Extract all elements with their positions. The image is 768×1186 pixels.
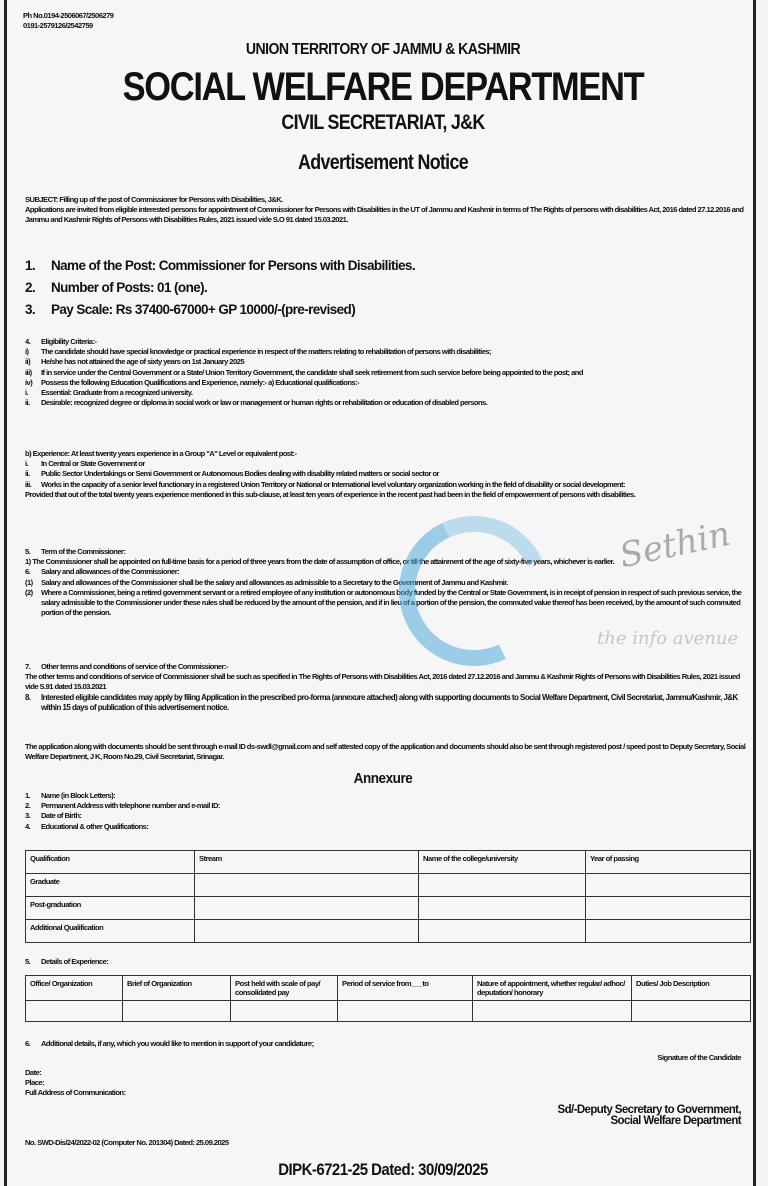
- list-item: i) The candidate should have special knowledge or practical experience in respect of the matters relating to rehabilitation of persons with disabilities;: [25, 347, 492, 357]
- list-item: ii) He/she has not attained the age of sixty years on 1st January 2025: [25, 357, 244, 367]
- table-row: Graduate: [26, 874, 751, 897]
- term-salary-section: [25, 547, 749, 618]
- other-terms-text: The other terms and conditions of service of Commissioner shall be such as specified in The Rights of Persons with Disabilities Act, 2016 dated 27.12.2016 and Jammu & Kashmir Rights of Persons with Disabilities Rules, 2021 issued vide S.91 dated 15.03.2021: [25, 672, 740, 692]
- college-cell[interactable]: [419, 897, 586, 920]
- table-header-row: Office/ Organization Brief of Organization Post held with scale of pay/ consolidated pay Period of service from___to Nature of appointment, whether regular/ adhoc/ deputation/ honorary Duties/ Job Description: [26, 976, 751, 1001]
- list-item: i. In Central or State Government or: [25, 459, 145, 469]
- signatory-block: Sd/-Deputy Secretary to Government, Social Welfare Department: [557, 1104, 741, 1127]
- form-field-label: 4. Educational & other Qualifications:: [25, 821, 149, 831]
- other-terms-section: [25, 662, 749, 713]
- term-text: 1) The Commissioner shall be appointed on full-time basis for a period of three years from the date of assumption of office, or till the attainment of the age of sixty-five years, whichever is earlier.: [25, 557, 615, 567]
- advertisement-page: [4, 0, 756, 1186]
- eligibility-section: [25, 337, 749, 408]
- key-points: [25, 255, 585, 321]
- submission-instructions: The application along with documents should be sent through e-mail ID ds-swdl@gmail.com and self attested copy of the application and documents should also be sent through registered post / speed post to Deputy Secretary, Social Welfare Department, J K, Room No.29, Civil Secretariat, Srinagar.: [25, 742, 746, 762]
- form-field-label: 2. Permanent Address with telephone number and e-mail ID:: [25, 801, 220, 811]
- section-heading: 4. Eligibility Criteria:-: [25, 337, 97, 346]
- stream-cell[interactable]: [195, 897, 419, 920]
- how-to-apply: 8. Interested eligible candidates may apply by filing Application in the prescribed pro-forma (annexure attached) along with supporting documents to Social Welfare Department, Civil Secretariat, Jammu/Kashmir, J&K within 15 days of publication of this advertisement notice.: [25, 692, 738, 712]
- list-item: iv) Possess the following Education Qualifications and Experience, namely:- a) Educational qualifications:-: [25, 377, 360, 387]
- watermark-subtext: the info avenue: [597, 628, 739, 649]
- stream-cell[interactable]: [195, 874, 419, 897]
- subject-body: Applications are invited from eligible interested persons for appointment of Commissioner for Persons with Disabilities in the UT of Jammu and Kashmir in terms of The Rights of persons with disabilities Act, 2016 dated 27.12.2016 and Jammu and Kashmir Rights of Persons with Disabilities Rules, 2021 issued vide S.O 91 dated 15.03.2021.: [25, 205, 744, 225]
- form-field-label: 1. Name (in Block Letters):: [25, 791, 116, 800]
- section-heading: b) Experience: At least twenty years experience in a Group "A" Level or equivalent post:-: [25, 449, 297, 458]
- list-item: ii. Public Sector Undertakings or Semi Government or Autonomous Bodies dealing with disability related matters or social sector or: [25, 469, 439, 479]
- list-item: (1) Salary and allowances of the Commissioner shall be the salary and allowances as admissible to a Secretary to the Government of Jammu and Kashmir.: [25, 577, 508, 587]
- table-row: Post-graduation: [26, 897, 751, 920]
- key-point-post: 1. Name of the Post: Commissioner for Persons with Disabilities.: [25, 258, 415, 273]
- notice-title: Advertisement Notice: [298, 151, 468, 174]
- address-label: Full Address of Communication:: [25, 1088, 126, 1098]
- annexure-title: Annexure: [353, 770, 413, 787]
- section-heading: 6. Salary and allowances of the Commissioner:: [25, 567, 180, 577]
- list-item: iii. Works in the capacity of a senior level functionary in a registered Union Territory or National or International level voluntary organization working in the field of disability or social development:: [25, 479, 625, 489]
- table-row: [26, 1001, 751, 1022]
- annexure-fields: [25, 791, 749, 832]
- form-field-label: 3. Date of Birth:: [25, 811, 82, 821]
- date-place-address: [25, 1068, 749, 1099]
- table-row: Additional Qualification: [26, 920, 751, 943]
- year-cell[interactable]: [586, 897, 751, 920]
- dipk-number: DIPK-6721-25 Dated: 30/09/2025: [278, 1160, 488, 1179]
- key-point-posts-count: 2. Number of Posts: 01 (one).: [25, 280, 208, 295]
- year-cell[interactable]: [586, 920, 751, 943]
- table-header-row: Qualification Stream Name of the college/university Year of passing: [26, 851, 751, 874]
- watermark-signature: Sethin: [616, 513, 734, 577]
- key-point-pay-scale: 3. Pay Scale: Rs 37400-67000+ GP 10000/-(pre-revised): [25, 302, 356, 317]
- department-title: SOCIAL WELFARE DEPARTMENT: [122, 65, 644, 109]
- experience-details-heading: 5. Details of Experience:: [25, 957, 109, 966]
- place-label: Place:: [25, 1078, 45, 1088]
- list-item: ii. Desirable: recognized degree or diploma in social work or law or management or human rights or rehabilitation or education of disabled persons.: [25, 398, 488, 408]
- additional-details: 6. Additional details, if any, which you would like to mention in support of your candidature;: [25, 1039, 314, 1048]
- stream-cell[interactable]: [195, 920, 419, 943]
- year-cell[interactable]: [586, 874, 751, 897]
- qualification-table: [25, 850, 751, 943]
- section-heading: 5. Term of the Commissioner:: [25, 547, 126, 556]
- territory-heading: UNION TERRITORY OF JAMMU & KASHMIR: [245, 41, 521, 58]
- proviso-text: Provided that out of the total twenty years experience mentioned in this sub-clause, at least ten years of experience in the recent past had been in the field of empowerment of persons with disabilities.: [25, 489, 636, 499]
- experience-table: [25, 975, 751, 1022]
- list-item: i. Essential: Graduate from a recognized university.: [25, 388, 193, 398]
- college-cell[interactable]: [419, 920, 586, 943]
- date-label: Date:: [25, 1068, 42, 1077]
- experience-section: [25, 449, 749, 500]
- subject-line: SUBJECT: Filling up of the post of Commissioner for Persons with Disabilities, J&K.: [25, 195, 283, 204]
- list-item: (2) Where a Commissioner, being a retired government servant or a retired employee of any institution or autonomous body funded by the Central or State Government, is in receipt of pension in respect of such previous service, the salary admissible to the Commissioner under these rules shall be reduced by the amount of the pension, and if in lieu of a portion of the pension, the commuted value thereof has been received, by the amount of such commuted portion of the pension.: [25, 587, 742, 618]
- section-heading: 7. Other terms and conditions of service of the Commissioner:-: [25, 662, 228, 671]
- signature-of-candidate-label: Signature of the Candidate: [657, 1053, 741, 1062]
- subject-section: [25, 195, 749, 226]
- reference-number: No. SWD-Dis/24/2022-02 (Computer No. 201304) Dated: 25.09.2025: [25, 1138, 229, 1147]
- phone-numbers: Ph No.0194-2506067/2506279 0191-2579126/2542759: [23, 11, 114, 30]
- list-item: iii) If in service under the Central Government or a State/ Union Territory Government, the candidate shall seek retirement from such service before being appointed to the post; and: [25, 367, 583, 377]
- secretariat-heading: CIVIL SECRETARIAT, J&K: [281, 111, 485, 134]
- college-cell[interactable]: [419, 874, 586, 897]
